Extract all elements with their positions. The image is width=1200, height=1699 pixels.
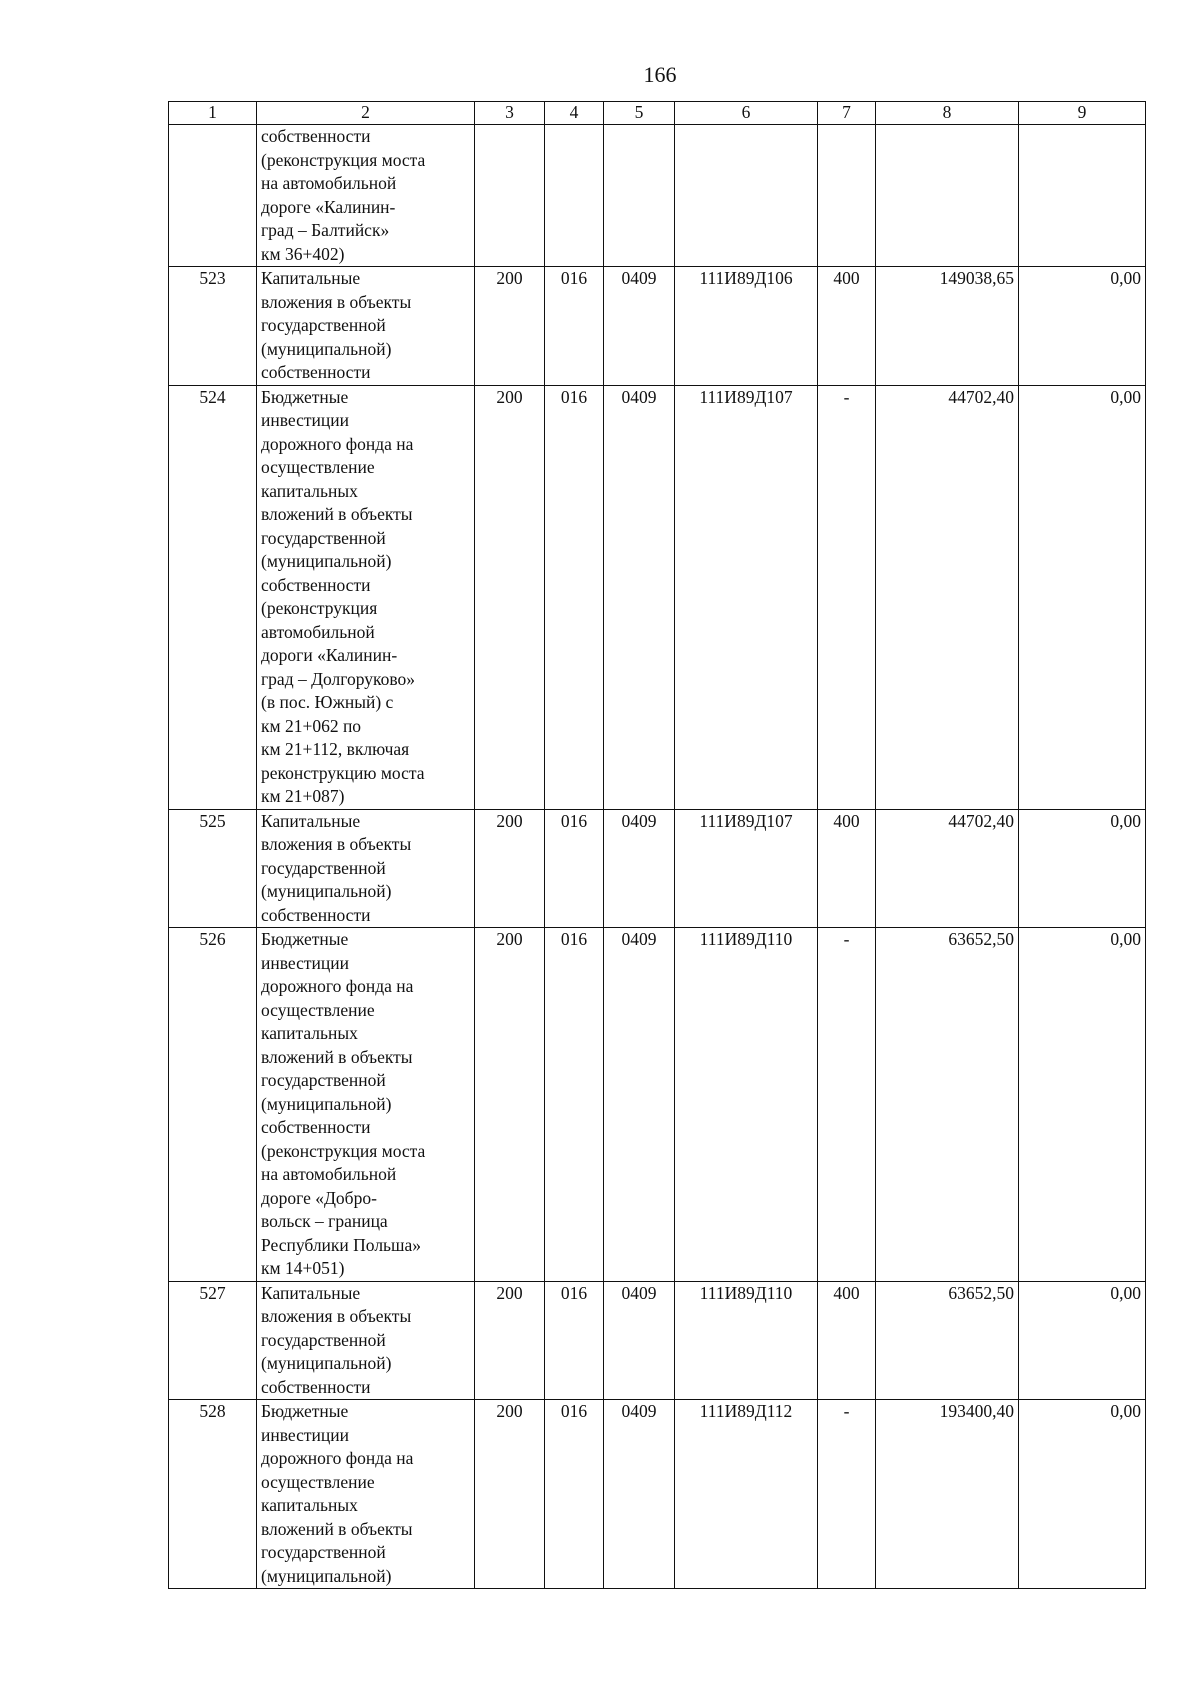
- row-description: Капитальные вложения в объекты государственной (муниципальной) собственности: [257, 267, 475, 386]
- col3-value: 200: [475, 1281, 545, 1400]
- row-description: Бюджетные инвестиции дорожного фонда на осуществление капитальных вложений в объекты государственной (муниципальной) собственности (реконструкция моста на автомобильной дороге «Добро- вольск – граница Республики Польша» км 14+051): [257, 928, 475, 1282]
- row-number: 523: [169, 267, 257, 386]
- col5-value: 0409: [604, 385, 675, 809]
- col9-amount: [1019, 125, 1146, 267]
- col3-value: 200: [475, 809, 545, 928]
- col7-value: -: [818, 1400, 876, 1589]
- column-header: 5: [604, 102, 675, 125]
- col6-code: 111И89Д107: [675, 385, 818, 809]
- col8-amount: 63652,50: [876, 928, 1019, 1282]
- row-description: Бюджетные инвестиции дорожного фонда на осуществление капитальных вложений в объекты государственной (муниципальной): [257, 1400, 475, 1589]
- col3-value: 200: [475, 385, 545, 809]
- col8-amount: 149038,65: [876, 267, 1019, 386]
- col9-amount: 0,00: [1019, 1400, 1146, 1589]
- table-row: [169, 125, 1146, 267]
- table-row: [169, 809, 1146, 928]
- col7-value: -: [818, 928, 876, 1282]
- row-description: собственности (реконструкция моста на автомобильной дороге «Калинин- град – Балтийск» км 36+402): [257, 125, 475, 267]
- column-header: 1: [169, 102, 257, 125]
- row-number: [169, 125, 257, 267]
- table-row: [169, 1400, 1146, 1589]
- row-description: Капитальные вложения в объекты государственной (муниципальной) собственности: [257, 809, 475, 928]
- row-number: 528: [169, 1400, 257, 1589]
- col6-code: [675, 125, 818, 267]
- row-number: 524: [169, 385, 257, 809]
- col5-value: 0409: [604, 809, 675, 928]
- col5-value: [604, 125, 675, 267]
- col4-value: 016: [545, 267, 604, 386]
- column-header: 9: [1019, 102, 1146, 125]
- column-header: 6: [675, 102, 818, 125]
- row-description: Бюджетные инвестиции дорожного фонда на осуществление капитальных вложений в объекты государственной (муниципальной) собственности (реконструкция автомобильной дороги «Калинин- град – Долгоруково» (в пос. Южный) с км 21+062 по км 21+112, включая реконструкцию моста км 21+087): [257, 385, 475, 809]
- column-header: 2: [257, 102, 475, 125]
- col4-value: 016: [545, 1281, 604, 1400]
- col6-code: 111И89Д110: [675, 1281, 818, 1400]
- col4-value: [545, 125, 604, 267]
- table-row: [169, 928, 1146, 1282]
- col3-value: 200: [475, 928, 545, 1282]
- row-number: 527: [169, 1281, 257, 1400]
- budget-table: [168, 101, 1146, 1589]
- page-number: 166: [643, 62, 677, 87]
- col9-amount: 0,00: [1019, 928, 1146, 1282]
- col7-value: [818, 125, 876, 267]
- table-row: [169, 267, 1146, 386]
- col3-value: 200: [475, 1400, 545, 1589]
- col7-value: 400: [818, 809, 876, 928]
- col8-amount: 63652,50: [876, 1281, 1019, 1400]
- col8-amount: 193400,40: [876, 1400, 1019, 1589]
- col9-amount: 0,00: [1019, 1281, 1146, 1400]
- col9-amount: 0,00: [1019, 267, 1146, 386]
- col5-value: 0409: [604, 1281, 675, 1400]
- col9-amount: 0,00: [1019, 385, 1146, 809]
- table-row: [169, 1281, 1146, 1400]
- col9-amount: 0,00: [1019, 809, 1146, 928]
- col4-value: 016: [545, 809, 604, 928]
- col6-code: 111И89Д110: [675, 928, 818, 1282]
- col8-amount: 44702,40: [876, 809, 1019, 928]
- col5-value: 0409: [604, 267, 675, 386]
- col7-value: 400: [818, 1281, 876, 1400]
- col8-amount: [876, 125, 1019, 267]
- col4-value: 016: [545, 1400, 604, 1589]
- col5-value: 0409: [604, 1400, 675, 1589]
- col6-code: 111И89Д107: [675, 809, 818, 928]
- column-header: 8: [876, 102, 1019, 125]
- col5-value: 0409: [604, 928, 675, 1282]
- col6-code: 111И89Д106: [675, 267, 818, 386]
- col3-value: 200: [475, 267, 545, 386]
- row-number: 526: [169, 928, 257, 1282]
- column-header: 3: [475, 102, 545, 125]
- col4-value: 016: [545, 385, 604, 809]
- column-header: 7: [818, 102, 876, 125]
- col8-amount: 44702,40: [876, 385, 1019, 809]
- row-description: Капитальные вложения в объекты государственной (муниципальной) собственности: [257, 1281, 475, 1400]
- table-row: [169, 385, 1146, 809]
- col7-value: -: [818, 385, 876, 809]
- col6-code: 111И89Д112: [675, 1400, 818, 1589]
- col3-value: [475, 125, 545, 267]
- header-row: [169, 102, 1146, 125]
- col7-value: 400: [818, 267, 876, 386]
- row-number: 525: [169, 809, 257, 928]
- column-header: 4: [545, 102, 604, 125]
- col4-value: 016: [545, 928, 604, 1282]
